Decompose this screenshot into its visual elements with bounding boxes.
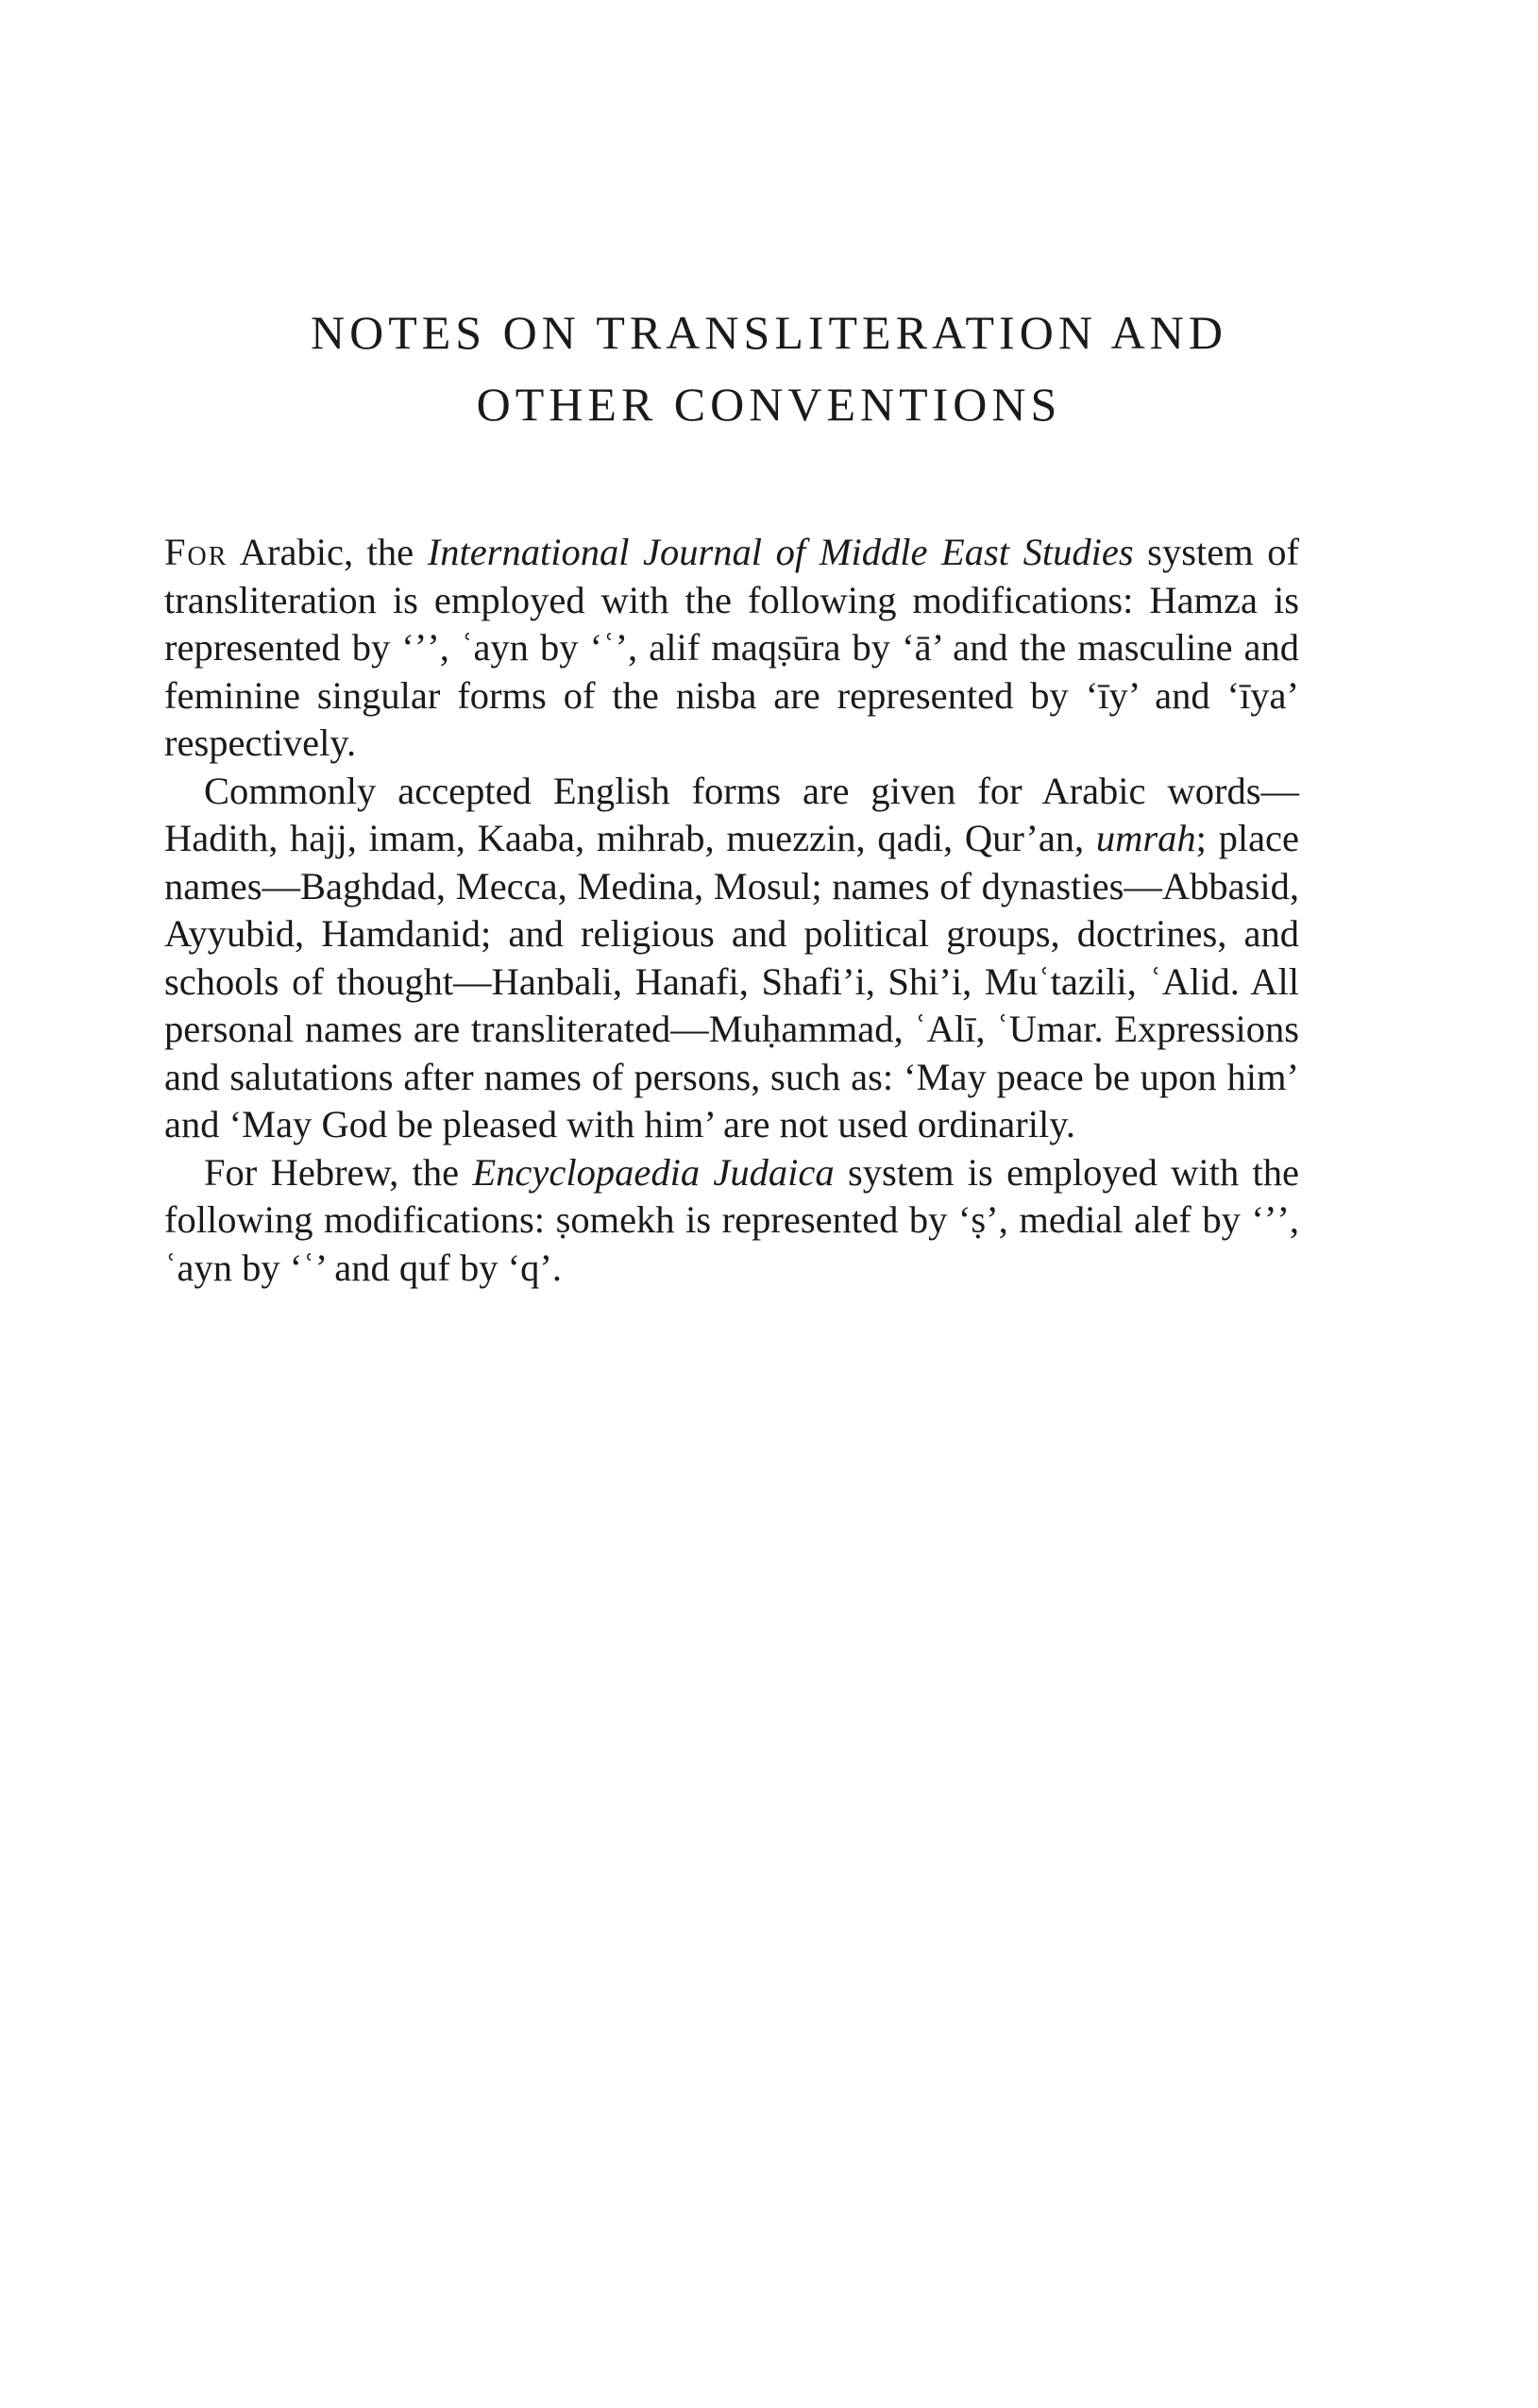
paragraph-text: ; place names—Baghdad, Mecca, Medina, Mosul; names of dynasties—Abbasid, Ayyubid, Hamdanid; and religious and political groups, doctrines, and schools of thought—Hanbali, Hanafi, Shafi’i, Shi’i, Muʿtazili, ʿAlid. All personal names are transliterated—Muḥammad, ʿAlī, ʿUmar. Expressions and salutations after names of persons, such as: ‘May peace be upon him’ and ‘May God be pleased with him’ are not used ordinarily. [164,817,1299,1145]
paragraph-text: Commonly accepted English forms are given for Arabic words—Hadith, hajj, imam, Kaaba, mihrab, muezzin, qadi, Qur’an, [164,769,1299,859]
paragraph-hebrew [164,1149,1299,1293]
body-text [164,529,1299,1292]
paragraph-text: system of transliteration is employed with the following modifications: Hamza is represented by ‘ʼ’, ʿayn by ‘ʿ’, alif maqṣūra by ‘ā’ and the masculine and feminine singular forms of the nisba are represented by ‘īy’ and ‘īya’ respectively. [164,531,1299,764]
paragraph-text: For Hebrew, the [204,1150,473,1194]
encyclopaedia-title: Encyclopaedia Judaica [472,1150,835,1194]
title-line-1: NOTES ON TRANSLITERATION AND [310,305,1227,359]
page-title [0,297,1538,440]
paragraph-text: system is employed with the following modifications: ṣomekh is represented by ‘ṣ’, medial alef by ‘ʼ’, ʿayn by ‘ʿ’ and quf by ‘q’. [164,1150,1300,1289]
journal-title: International Journal of Middle East Studies [427,531,1134,573]
paragraph-text: Arabic, the [228,531,428,573]
paragraph-arabic [164,529,1299,768]
italic-term: umrah [1095,817,1196,859]
paragraph-english-forms [164,768,1299,1149]
lead-word: For [164,531,228,573]
title-line-2: OTHER CONVENTIONS [476,377,1062,431]
